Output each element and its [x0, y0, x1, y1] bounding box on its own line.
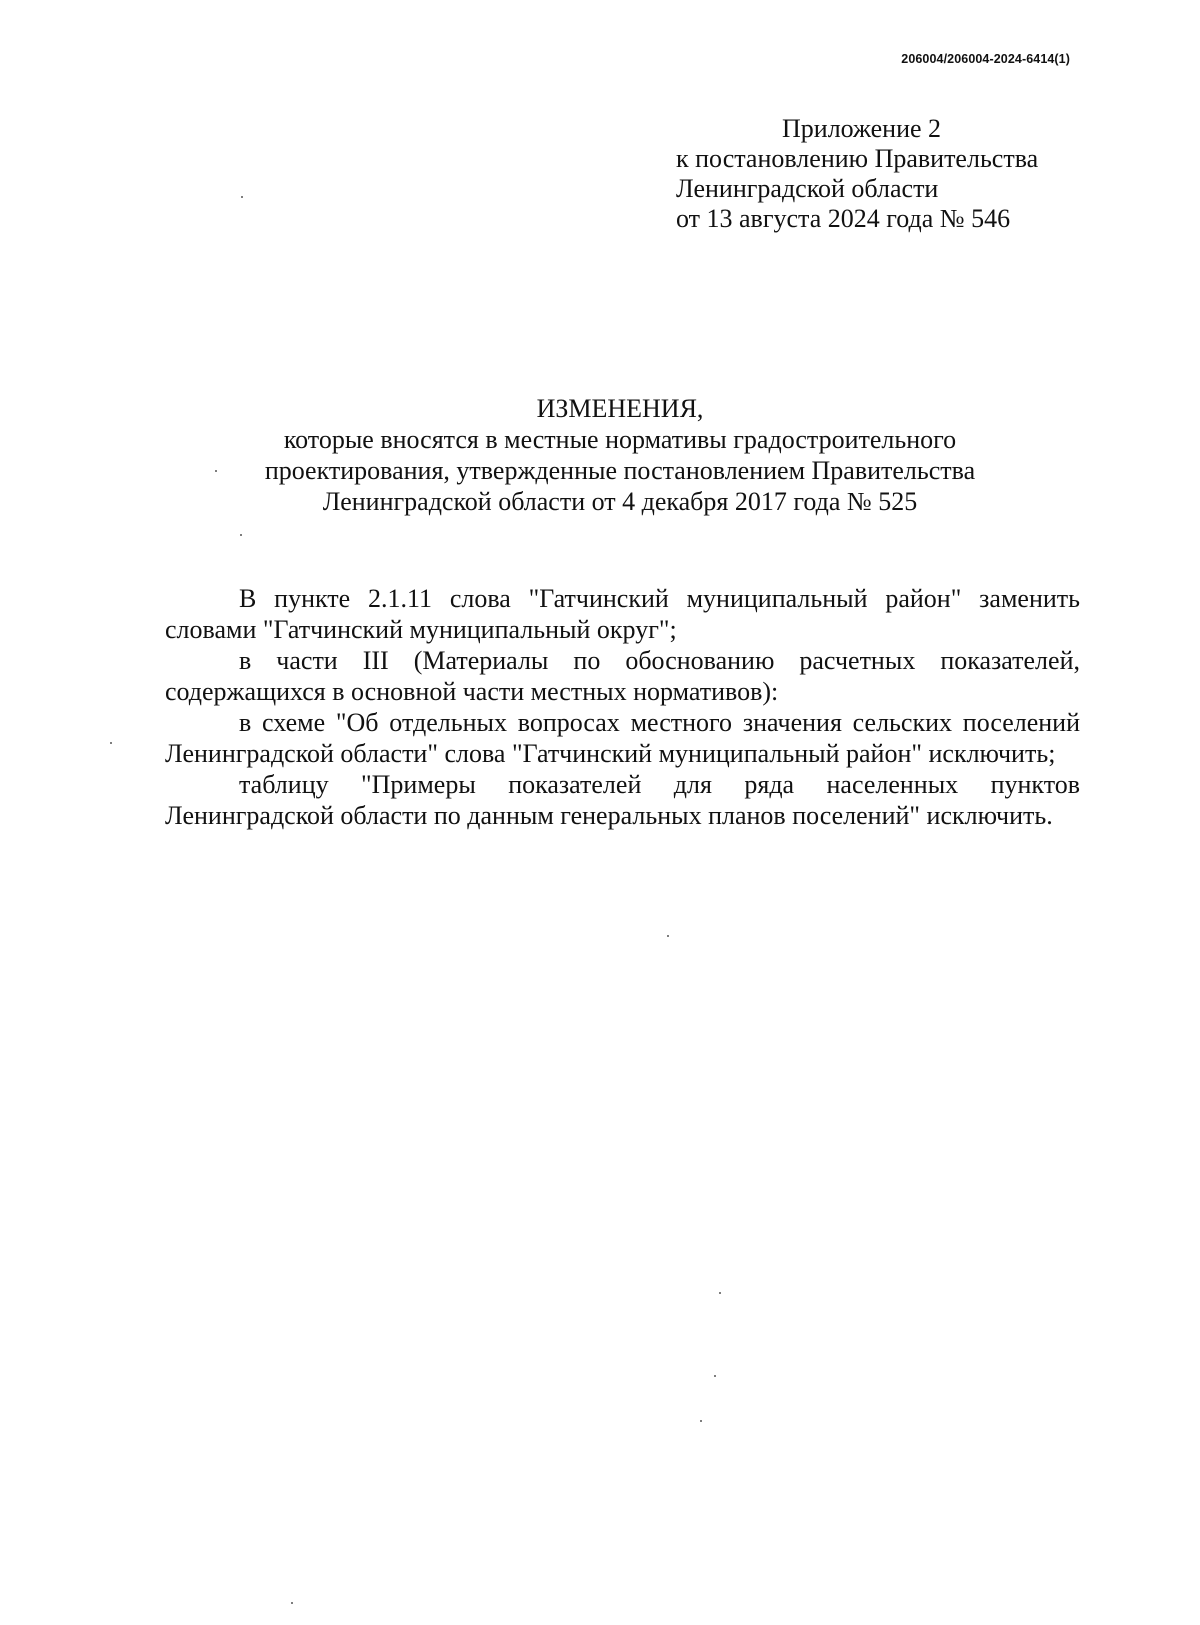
scan-speck — [667, 935, 669, 937]
scan-speck — [215, 470, 217, 472]
scan-speck — [700, 1420, 702, 1422]
appendix-line-region: Ленинградской области — [676, 174, 939, 203]
scan-speck — [241, 196, 243, 198]
heading-line: Ленинградской области от 4 декабря 2017 года № 525 — [322, 487, 918, 516]
body-paragraph: в части III (Материалы по обоснованию расчетных показателей, содержащихся в основной части местных нормативов): — [165, 646, 1080, 706]
scan-speck — [291, 1602, 293, 1604]
document-registration-number: 206004/206004-2024-6414(1) — [901, 52, 1070, 66]
body-paragraph: в схеме "Об отдельных вопросах местного значения сельских поселений Ленинградской области" слова "Гатчинский муниципальный район" исключить; — [165, 708, 1080, 768]
scan-speck — [719, 1292, 721, 1294]
heading-line: которые вносятся в местные нормативы градостроительного — [283, 425, 957, 454]
appendix-title: Приложение 2 — [782, 114, 942, 143]
body-paragraph: таблицу "Примеры показателей для ряда населенных пунктов Ленинградской области по данным генеральных планов поселений" исключить. — [165, 770, 1080, 830]
scan-speck — [240, 534, 242, 536]
document-body — [165, 583, 1080, 831]
appendix-line-resolution: к постановлению Правительства — [676, 144, 1039, 173]
body-paragraph: В пункте 2.1.11 слова "Гатчинский муниципальный район" заменить словами "Гатчинский муниципальный округ"; — [165, 584, 1080, 644]
appendix-block — [676, 114, 1116, 234]
scan-speck — [714, 1375, 716, 1377]
appendix-line-date: от 13 августа 2024 года № 546 — [676, 204, 1011, 233]
heading-title: ИЗМЕНЕНИЯ, — [536, 394, 704, 423]
heading-line: проектирования, утвержденные постановлением Правительства — [264, 456, 976, 485]
document-heading — [160, 393, 1080, 517]
scan-speck — [110, 742, 112, 744]
